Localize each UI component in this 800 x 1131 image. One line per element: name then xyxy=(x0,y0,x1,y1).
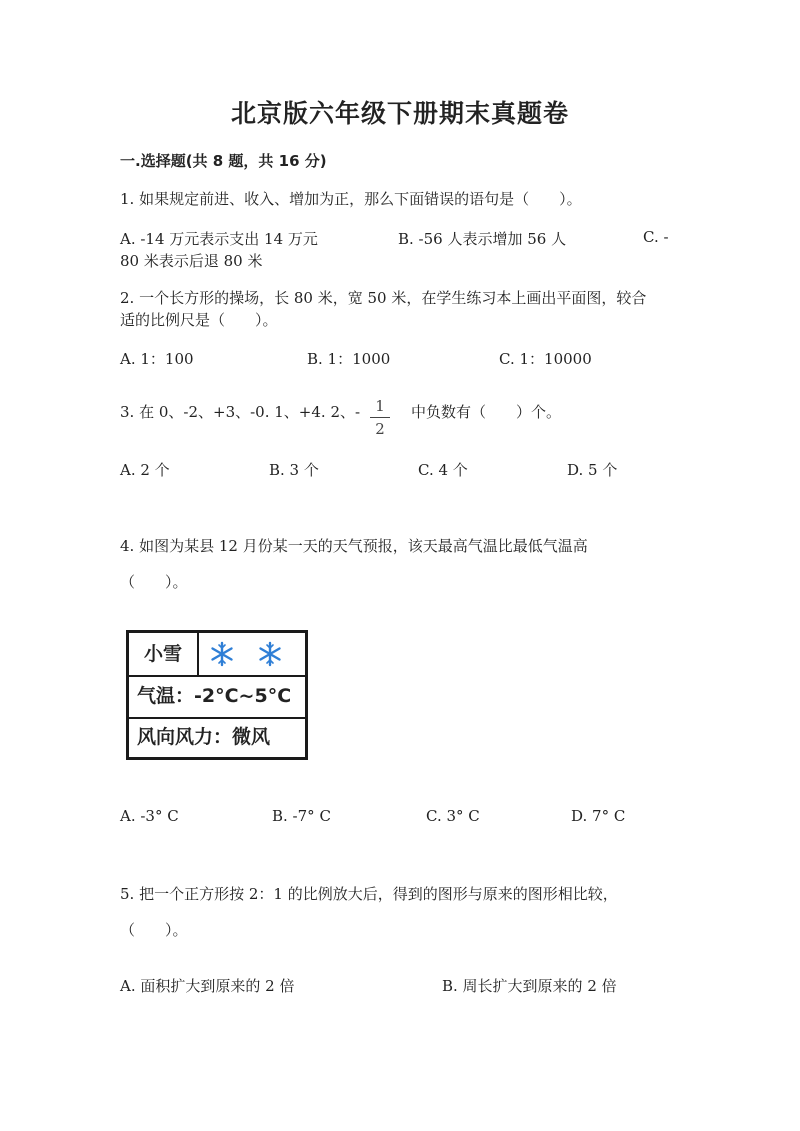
fraction-denominator: 2 xyxy=(375,420,385,438)
question-2-option-b: B. 1：1000 xyxy=(307,350,391,368)
question-4-line-2: （ ）。 xyxy=(120,573,188,591)
fraction-bar xyxy=(370,417,390,418)
question-2-option-c: C. 1：10000 xyxy=(499,350,592,368)
question-2-line-2: 适的比例尺是（ ）。 xyxy=(120,311,278,329)
question-2-line-1: 2. 一个长方形的操场，长 80 米，宽 50 米，在学生练习本上画出平面图，较合 xyxy=(120,289,647,307)
weather-forecast-card xyxy=(126,630,308,760)
snowflake-icon xyxy=(209,641,235,667)
weather-wind: 风向风力：微风 xyxy=(137,726,271,748)
question-1-option-c-continued: 80 米表示后退 80 米 xyxy=(120,252,263,270)
question-3-option-c: C. 4 个 xyxy=(418,461,468,479)
question-1-option-a: A. -14 万元表示支出 14 万元 xyxy=(120,230,318,248)
weather-row-temperature xyxy=(129,675,305,719)
page-title: 北京版六年级下册期末真题卷 xyxy=(230,99,569,128)
question-5-option-a: A. 面积扩大到原来的 2 倍 xyxy=(120,977,295,995)
question-3-text-before: 3. 在 0、-2、+3、-0. 1、+4. 2、- xyxy=(120,403,361,421)
question-1-option-c: C. - xyxy=(643,228,669,246)
section-heading: 一.选择题(共 8 题，共 16 分) xyxy=(120,152,327,170)
question-3-text-after: 中负数有（ ）个。 xyxy=(411,403,562,421)
weather-temperature: 气温：-2°C~5°C xyxy=(137,685,292,707)
question-4-option-b: B. -7° C xyxy=(272,807,331,825)
question-4-option-c: C. 3° C xyxy=(426,807,480,825)
fraction-one-half xyxy=(370,397,390,438)
question-3-option-d: D. 5 个 xyxy=(567,461,618,479)
weather-condition-label: 小雪 xyxy=(129,633,199,675)
question-3-option-a: A. 2 个 xyxy=(120,461,170,479)
question-4-option-a: A. -3° C xyxy=(120,807,179,825)
question-5-option-b: B. 周长扩大到原来的 2 倍 xyxy=(442,977,617,995)
question-4-option-d: D. 7° C xyxy=(571,807,626,825)
question-3-option-b: B. 3 个 xyxy=(269,461,319,479)
snowflake-icon xyxy=(257,641,283,667)
question-1-option-b: B. -56 人表示增加 56 人 xyxy=(398,230,567,248)
question-5-line-1: 5. 把一个正方形按 2：1 的比例放大后，得到的图形与原来的图形相比较， xyxy=(120,885,618,903)
question-1-text: 1. 如果规定前进、收入、增加为正，那么下面错误的语句是（ ）。 xyxy=(120,190,582,208)
fraction-numerator: 1 xyxy=(375,397,385,415)
weather-row-condition xyxy=(129,633,305,677)
weather-row-wind xyxy=(129,717,305,757)
question-2-option-a: A. 1：100 xyxy=(120,350,194,368)
question-5-line-2: （ ）。 xyxy=(120,921,188,939)
question-4-line-1: 4. 如图为某县 12 月份某一天的天气预报，该天最高气温比最低气温高 xyxy=(120,537,588,555)
